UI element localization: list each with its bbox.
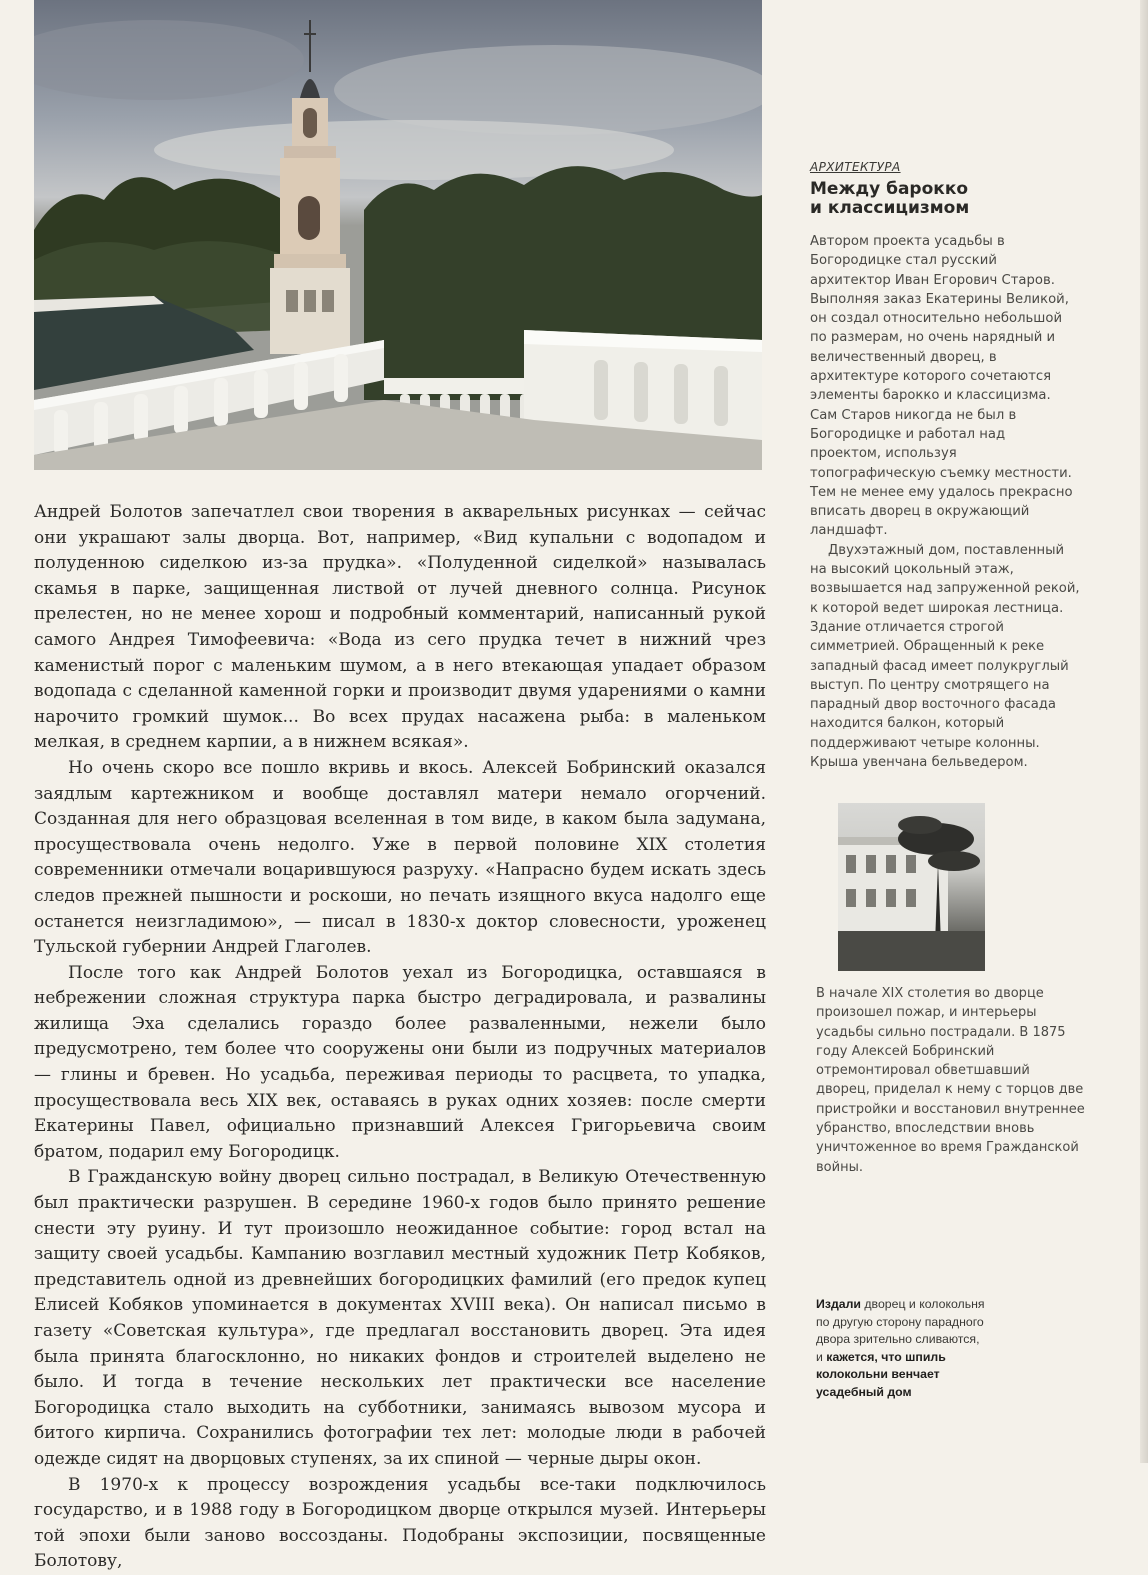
pull-quote-text: дворец и колокольня по другую сторону парадного двора зрительно сливаются, и: [816, 1297, 985, 1364]
page-edge: [1140, 0, 1148, 1463]
sidebar-title-line: Между барокко: [810, 179, 969, 199]
article-paragraph: Но очень скоро все пошло вкривь и вкось. Алексей Бобринский оказался заядлым картежником и вообще доставлял матери немало огорчений. Созданная для него образцовая вселенная в том виде, в каком была задумана, просуществовала очень недолго. Уже в первой половине XIX столетия современники отмечали воцарившуюся разруху. «Напрасно будем искать здесь следов прежней пышности и роскоши, но печать изящного вкуса надолго еще останется неизгладимою», — писал в 1830-х доктор словесности, уроженец Тульской губернии Андрей Глаголев.: [34, 757, 766, 958]
palace-pine-illustration: [838, 803, 985, 971]
hero-photo: [34, 0, 762, 470]
sidebar-title-line: и классицизмом: [810, 198, 970, 218]
section-rubric: АРХИТЕКТУРА: [810, 160, 901, 174]
article-paragraph: В Гражданскую войну дворец сильно пострадал, в Великую Отечественную был практически разрушен. В середине 1960-х годов было принято решение снести эту руину. И тут произошло неожиданное событие: город встал на защиту своей усадьбы. Кампанию возглавил местный художник Петр Кобяков, представитель одной из древнейших богородицких фамилий (его предок купец Елисей Кобяков упоминается в документах XVIII века). Он написал письмо в газету «Советская культура», где предлагал восстановить дворец. Эта идея была принята благосклонно, но никаких фондов и строителей выделено не было. И тогда в течение нескольких лет практически все население Богородицка стало выходить на субботники, занимаясь вывозом мусора и битого кирпича. Сохранились фотографии тех лет: молодые люди в рабочей одежде сидят на дворцовых ступенях, за их спиной — черные дыры окон.: [34, 1167, 766, 1469]
pull-quote-bold: Издали: [816, 1297, 861, 1311]
sidebar-title: [810, 180, 1080, 218]
sidebar: [810, 160, 1080, 772]
article-paragraph: Андрей Болотов запечатлел свои творения в акварельных рисунках — сейчас они украшают залы дворца. Вот, например, «Вид купальни с водопадом и полуденною сиделкою из-за прудка». «Полуденной сиделкой» называлась скамья в парке, защищенная листвой от лучей дневного солнца. Рисунок прелестен, но не менее хорош и подробный комментарий, написанный рукой самого Андрея Тимофеевича: «Вода из сего прудка течет в нижний чрез каменистый порог с маленьким шумом, а в него втекающая упадает образом водопада с сделанной каменной горки и производит двумя ударениями о камни нарочито громкий шумок... Во всех прудах насажена рыба: в маленьком мелкая, в среднем карпии, а в нижнем всякая».: [34, 502, 766, 753]
pull-quote: [816, 1296, 988, 1402]
bell-tower-balustrade-illustration: [34, 0, 762, 470]
inset-photo: [838, 803, 985, 971]
article-body: [34, 500, 766, 1575]
article-paragraph: После того как Андрей Болотов уехал из Богородицка, оставшаяся в небрежении сложная структура парка быстро деградировала, и развалины жилища Эха сделались гораздо более разваленными, нежели было предусмотрено, тем более что сооружены они были из подручных материалов — глины и бревен. Но усадьба, переживая периоды то расцвета, то упадка, просуществовала весь XIX век, оставаясь в руках одних хозяев: после смерти Екатерины Павел, официально признавший Алексея Григорьевича своим братом, подарил ему Богородицк.: [34, 962, 766, 1162]
article-paragraph: В 1970-х к процессу возрождения усадьбы все-таки подключилось государство, и в 1988 году в Богородицком дворце открылся музей. Интерьеры той эпохи были заново воссозданы. Подобраны экспозиции, посвященные Болотову,: [34, 1474, 766, 1572]
sidebar-text: [810, 232, 1080, 772]
inset-caption: В начале XIX столетия во дворце произошел пожар, и интерьеры усадьбы сильно пострадали. В 1875 году Алексей Бобринский отремонтировал обветшавший дворец, приделал к нему с торцов две пристройки и восстановил внутреннее убранство, впоследствии вновь уничтоженное во время Гражданской войны.: [816, 986, 1085, 1175]
sidebar-paragraph: Двухэтажный дом, поставленный на высокий цокольный этаж, возвышается над запруженной рекой, к которой ведет широкая лестница. Здание отличается строгой симметрией. Обращенный к реке западный фасад имеет полукруглый выступ. По центру смотрящего на парадный двор восточного фасада находится балкон, который поддерживают четыре колонны. Крыша увенчана бельведером.: [810, 542, 1080, 771]
sidebar-paragraph: Автором проекта усадьбы в Богородицке стал русский архитектор Иван Егорович Старов. Выполняя заказ Екатерины Великой, он создал относительно небольшой по размерам, но очень нарядный и величественный дворец, в архитектуре которого сочетаются элементы барокко и классицизма. Сам Старов никогда не был в Богородицке и работал над проектом, используя топографическую съемку местности. Тем не менее ему удалось прекрасно вписать дворец в окружающий ландшафт.: [810, 234, 1073, 539]
pull-quote-bold: кажется, что шпиль колокольни венчает усадебный дом: [816, 1349, 946, 1399]
